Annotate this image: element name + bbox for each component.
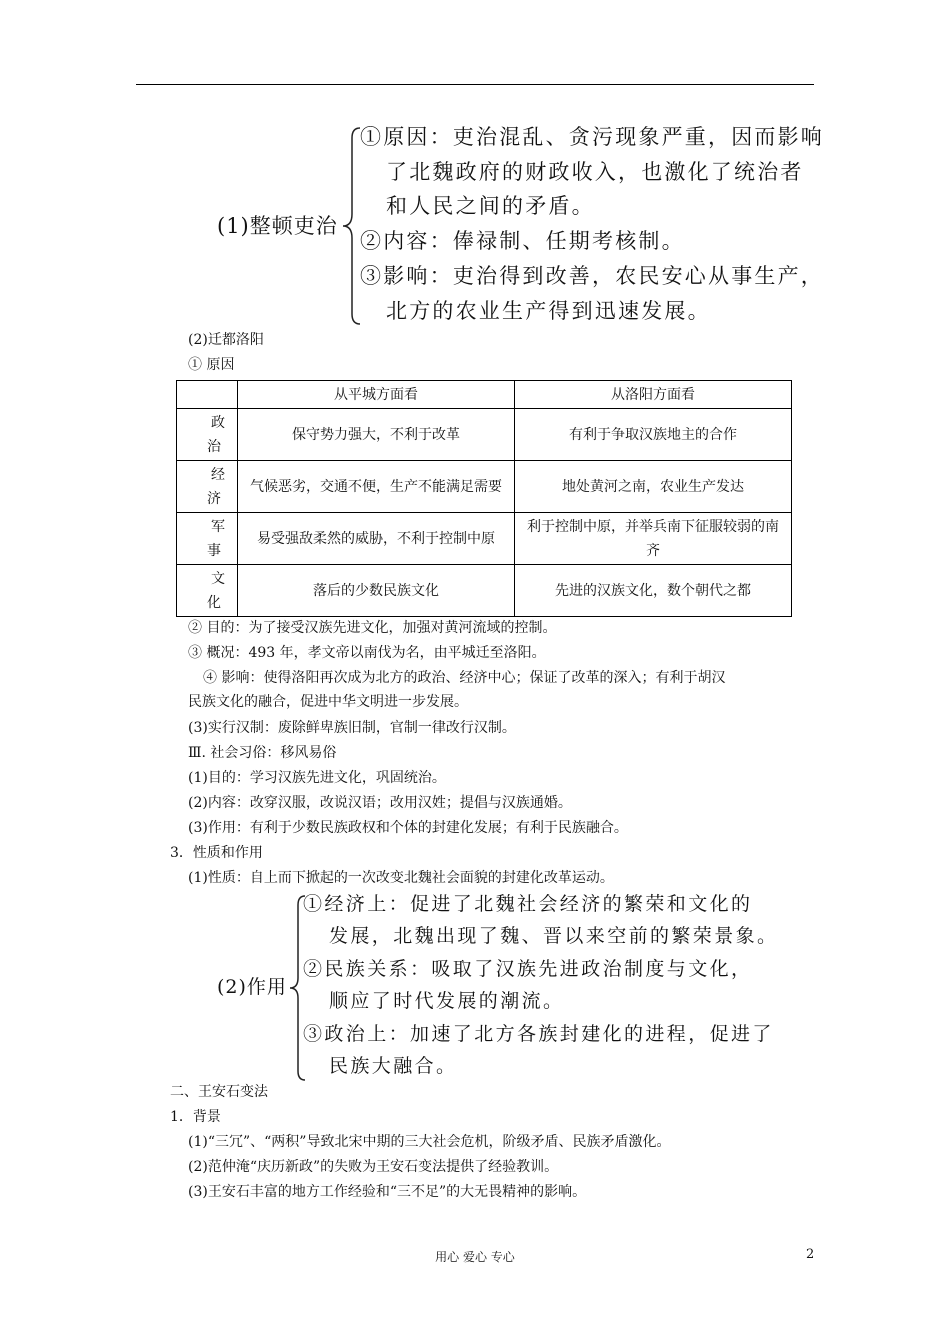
effects-brace-block (0, 888, 950, 1088)
brace-line: 民族大融合。 (329, 1055, 458, 1078)
paragraph: ③ 概况：493 年，孝文帝以南伐为名，由平城迁至洛阳。 (188, 645, 546, 661)
paragraph: ④ 影响：使得洛阳再次成为北方的政治、经济中心；保证了改革的深入；有利于胡汉 (203, 670, 726, 686)
section-title: 二、王安石变法 (170, 1084, 268, 1100)
paragraph: (2)范仲淹“庆历新政”的失败为王安石变法提供了经验教训。 (188, 1159, 559, 1175)
footer-motto: 用心 爱心 专心 (435, 1250, 515, 1264)
table-cell: 有利于争取汉族地主的合作 (515, 409, 792, 461)
table-row (177, 461, 792, 513)
row-head-cell (177, 461, 238, 513)
brace-line: ②民族关系：吸取了汉族先进政治制度与文化， (303, 957, 753, 980)
brace-label: (2)作用 (217, 976, 287, 998)
brace-lines (360, 120, 824, 328)
row-head-char: 事 (207, 542, 221, 559)
relocation-reasons-table (176, 380, 792, 617)
paragraph: (1)性质：自上而下掀起的一次改变北魏社会面貌的封建化改革运动。 (188, 870, 614, 886)
paragraph: (3)实行汉制：废除鲜卑族旧制，官制一律改行汉制。 (188, 720, 516, 736)
row-head-cell (177, 565, 238, 617)
paragraph: 民族文化的融合，促进中华文明进一步发展。 (188, 694, 468, 710)
curly-brace-icon (340, 126, 362, 326)
paragraph: Ⅲ. 社会习俗：移风易俗 (188, 745, 337, 761)
page-number: 2 (806, 1247, 815, 1262)
paragraph: (1)“三冗”、“两积”导致北宋中期的三大社会危机，阶级矛盾、民族矛盾激化。 (188, 1134, 671, 1150)
paragraph: (3)作用：有利于少数民族政权和个体的封建化发展；有利于民族融合。 (188, 820, 628, 836)
row-head-cell (177, 513, 238, 565)
table-header-row (177, 381, 792, 409)
brace-line: ①经济上：促进了北魏社会经济的繁荣和文化的 (303, 893, 753, 915)
brace-line: ②内容：俸禄制、任期考核制。 (360, 229, 685, 254)
brace-line: ③政治上：加速了北方各族封建化的进程，促进了 (303, 1022, 774, 1045)
table-header-cell: 从洛阳方面看 (515, 381, 792, 409)
table-cell: 先进的汉族文化，数个朝代之都 (515, 565, 792, 617)
paragraph: (3)王安石丰富的地方工作经验和“三不足”的大无畏精神的影响。 (188, 1184, 587, 1200)
table-row (177, 409, 792, 461)
table-row (177, 513, 792, 565)
row-head-char: 文 (211, 570, 225, 587)
brace-line: ③影响：吏治得到改善，农民安心从事生产， (360, 263, 824, 288)
row-head-cell (177, 409, 238, 461)
paragraph: (1)目的：学习汉族先进文化，巩固统治。 (188, 770, 446, 786)
row-head-char: 军 (211, 518, 225, 535)
brace-line: 北方的农业生产得到迅速发展。 (386, 298, 711, 323)
table-cell: 气候恶劣，交通不便，生产不能满足需要 (238, 461, 515, 513)
brace-line: ①原因：吏治混乱、贪污现象严重，因而影响 (360, 125, 824, 149)
row-head-char: 政 (211, 414, 225, 431)
table-header-cell (177, 381, 238, 409)
table-row (177, 565, 792, 617)
table-header-cell: 从平城方面看 (238, 381, 515, 409)
brace-label: (1)整顿吏治 (217, 214, 338, 238)
brace-lines (303, 888, 778, 1082)
row-head-char: 经 (211, 466, 225, 483)
brace-line: 顺应了时代发展的潮流。 (329, 990, 565, 1013)
row-head-char: 济 (207, 490, 221, 507)
table-cell: 易受强敌柔然的威胁，不利于控制中原 (238, 513, 515, 565)
reason-heading: ① 原因 (188, 357, 235, 373)
brace-line: 了北魏政府的财政收入，也激化了统治者 (386, 159, 804, 184)
table-cell: 利于控制中原，并举兵南下征服较弱的南齐 (515, 513, 792, 565)
paragraph: ② 目的：为了接受汉族先进文化，加强对黄河流域的控制。 (188, 620, 557, 636)
brace-line: 发展，北魏出现了魏、晋以来空前的繁荣景象。 (329, 925, 779, 948)
header-rule (136, 84, 814, 85)
row-head-char: 化 (207, 594, 221, 611)
section-heading: 3．性质和作用 (170, 845, 263, 861)
section-heading: 1．背景 (170, 1109, 221, 1125)
table-cell: 地处黄河之南，农业生产发达 (515, 461, 792, 513)
relocate-heading: (2)迁都洛阳 (188, 332, 264, 348)
reform-officials-brace-block (0, 120, 950, 330)
brace-line: 和人民之间的矛盾。 (386, 194, 595, 219)
table-cell: 落后的少数民族文化 (238, 565, 515, 617)
table-cell: 保守势力强大，不利于改革 (238, 409, 515, 461)
paragraph: (2)内容：改穿汉服，改说汉语；改用汉姓；提倡与汉族通婚。 (188, 795, 572, 811)
row-head-char: 治 (207, 438, 221, 455)
